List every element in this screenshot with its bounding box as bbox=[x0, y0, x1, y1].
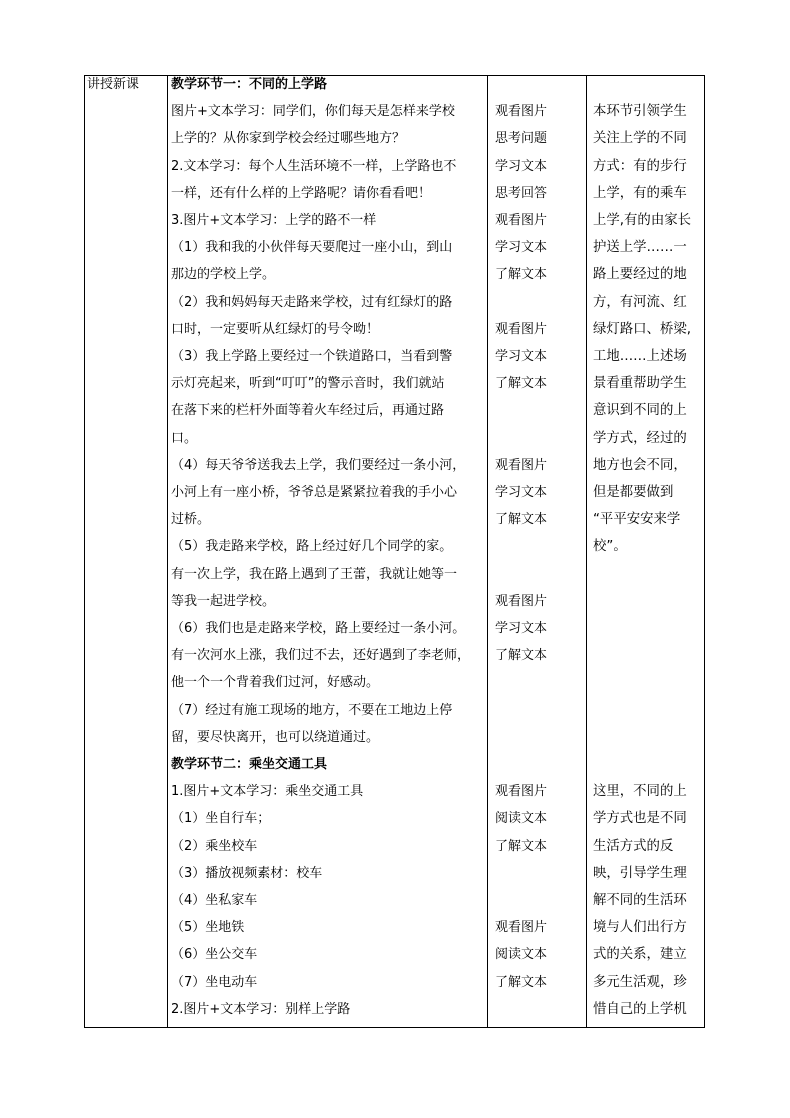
activity-line: 观看图片 bbox=[495, 213, 548, 228]
activity-line: 了解文本 bbox=[495, 512, 548, 528]
content-line: （3）我上学路上要经过一个铁道路口，当看到警 bbox=[171, 349, 453, 364]
content-line: （6）坐公交车 bbox=[171, 947, 258, 963]
section-label: 讲授新课 bbox=[87, 77, 140, 92]
content-line: （2）我和妈妈每天走路来学校，过有红绿灯的路 bbox=[171, 294, 453, 310]
activity-line: 观看图片 bbox=[495, 593, 548, 609]
content-line: （7）坐电动车 bbox=[171, 974, 258, 990]
intent-line: 惜自己的上学机 bbox=[593, 1001, 687, 1017]
intent-line: 绿灯路口、桥梁, bbox=[593, 321, 691, 337]
intent-line: 意识到不同的上 bbox=[593, 403, 687, 419]
activity-line: 观看图片 bbox=[495, 321, 548, 337]
content-line: 口时，一定要听从红绿灯的号令呦！ bbox=[171, 321, 380, 337]
column-divider bbox=[167, 76, 168, 1027]
intent-line: 护送上学……一 bbox=[593, 240, 687, 256]
activity-line: 了解文本 bbox=[495, 974, 548, 990]
content-line: （1）我和我的小伙伴每天要爬过一座小山，到山 bbox=[171, 240, 453, 256]
activity-line: 阅读文本 bbox=[495, 947, 548, 963]
content-line: 小河上有一座小桥，爷爷总是紧紧拉着我的手小心 bbox=[171, 485, 458, 500]
content-line: 口。 bbox=[171, 430, 198, 446]
intent-line: 映，引导学生理 bbox=[593, 865, 687, 881]
content-line: 有一次上学，我在路上遇到了王蕾，我就让她等一 bbox=[171, 566, 458, 582]
content-line: （4）每天爷爷送我去上学，我们要经过一条小河， bbox=[171, 457, 466, 473]
content-line: （5）坐地铁 bbox=[171, 920, 245, 936]
intent-line: 境与人们出行方 bbox=[593, 920, 687, 936]
activity-line: 了解文本 bbox=[495, 838, 548, 854]
content-line: 3.图片+文本学习：上学的路不一样 bbox=[171, 213, 377, 228]
intent-line: 解不同的生活环 bbox=[593, 893, 687, 908]
section-heading: 教学环节一：不同的上学路 bbox=[171, 77, 328, 92]
content-line: 等我一起进学校。 bbox=[171, 593, 276, 609]
section-heading: 教学环节二：乘坐交通工具 bbox=[171, 757, 328, 772]
intent-line: 景看重帮助学生 bbox=[593, 376, 687, 392]
intent-line: 这里，不同的上 bbox=[593, 784, 687, 800]
content-line: 在落下来的栏杆外面等着火车经过后，再通过路 bbox=[171, 403, 445, 419]
intent-line: 方，有河流、红 bbox=[593, 294, 687, 310]
activity-line: 学习文本 bbox=[495, 621, 548, 636]
intent-line: 上学，有的乘车 bbox=[593, 185, 687, 201]
content-line: （3）播放视频素材：校车 bbox=[171, 865, 323, 881]
content-line: （6）我们也是走路来学校，路上要经过一条小河。 bbox=[171, 621, 466, 636]
content-line: 留，要尽快离开，也可以绕道通过。 bbox=[171, 729, 380, 745]
activity-line: 学习文本 bbox=[495, 485, 548, 500]
intent-line: 工地……上述场 bbox=[593, 349, 687, 364]
intent-line: 本环节引领学生 bbox=[593, 104, 687, 120]
content-line: 示灯亮起来，听到“叮叮”的警示音时，我们就站 bbox=[171, 376, 445, 392]
intent-line: “平平安安来学 bbox=[593, 512, 681, 528]
activity-line: 思考回答 bbox=[495, 185, 548, 201]
content-line: 他一个一个背着我们过河，好感动。 bbox=[171, 675, 380, 691]
content-line: 一样，还有什么样的上学路呢？请你看看吧！ bbox=[171, 185, 432, 201]
activity-line: 了解文本 bbox=[495, 648, 548, 664]
activity-line: 观看图片 bbox=[495, 457, 548, 473]
content-line: 过桥。 bbox=[171, 512, 211, 528]
content-line: 上学的？从你家到学校会经过哪些地方？ bbox=[171, 131, 406, 147]
activity-line: 思考问题 bbox=[495, 131, 548, 147]
content-line: （1）坐自行车； bbox=[171, 811, 271, 827]
activity-line: 观看图片 bbox=[495, 784, 548, 800]
intent-line: 地方也会不同， bbox=[593, 457, 687, 473]
activity-line: 学习文本 bbox=[495, 349, 548, 364]
content-line: （2）乘坐校车 bbox=[171, 838, 258, 854]
intent-line: 路上要经过的地 bbox=[593, 267, 687, 283]
content-line: 1.图片+文本学习：乘坐交通工具 bbox=[171, 784, 364, 800]
content-line: 图片+文本学习：同学们，你们每天是怎样来学校 bbox=[171, 104, 455, 120]
intent-line: 校”。 bbox=[593, 539, 627, 555]
intent-line: 但是都要做到 bbox=[593, 485, 674, 500]
column-divider bbox=[487, 76, 488, 1027]
intent-line: 式的关系，建立 bbox=[593, 947, 687, 963]
activity-line: 了解文本 bbox=[495, 267, 548, 283]
intent-line: 学方式也是不同 bbox=[593, 811, 687, 827]
intent-line: 关注上学的不同 bbox=[593, 131, 687, 147]
content-line: （4）坐私家车 bbox=[171, 893, 258, 908]
lesson-plan-table bbox=[84, 75, 705, 1028]
intent-line: 学方式，经过的 bbox=[593, 430, 687, 446]
activity-line: 学习文本 bbox=[495, 240, 548, 256]
intent-line: 方式：有的步行 bbox=[593, 158, 687, 174]
activity-line: 观看图片 bbox=[495, 920, 548, 936]
content-line: （5）我走路来学校，路上经过好几个同学的家。 bbox=[171, 539, 453, 555]
intent-line: 上学,有的由家长 bbox=[593, 213, 691, 228]
activity-line: 观看图片 bbox=[495, 104, 548, 120]
intent-line: 生活方式的反 bbox=[593, 838, 674, 854]
activity-line: 阅读文本 bbox=[495, 811, 548, 827]
content-line: 那边的学校上学。 bbox=[171, 267, 276, 283]
content-line: （7）经过有施工现场的地方，不要在工地边上停 bbox=[171, 702, 453, 718]
content-line: 2.文本学习：每个人生活环境不一样，上学路也不 bbox=[171, 158, 457, 174]
intent-line: 多元生活观，珍 bbox=[593, 974, 687, 990]
activity-line: 学习文本 bbox=[495, 158, 548, 174]
content-line: 2.图片+文本学习：别样上学路 bbox=[171, 1001, 351, 1017]
content-line: 有一次河水上涨，我们过不去，还好遇到了李老师， bbox=[171, 648, 471, 664]
activity-line: 了解文本 bbox=[495, 376, 548, 392]
column-divider bbox=[586, 76, 587, 1027]
